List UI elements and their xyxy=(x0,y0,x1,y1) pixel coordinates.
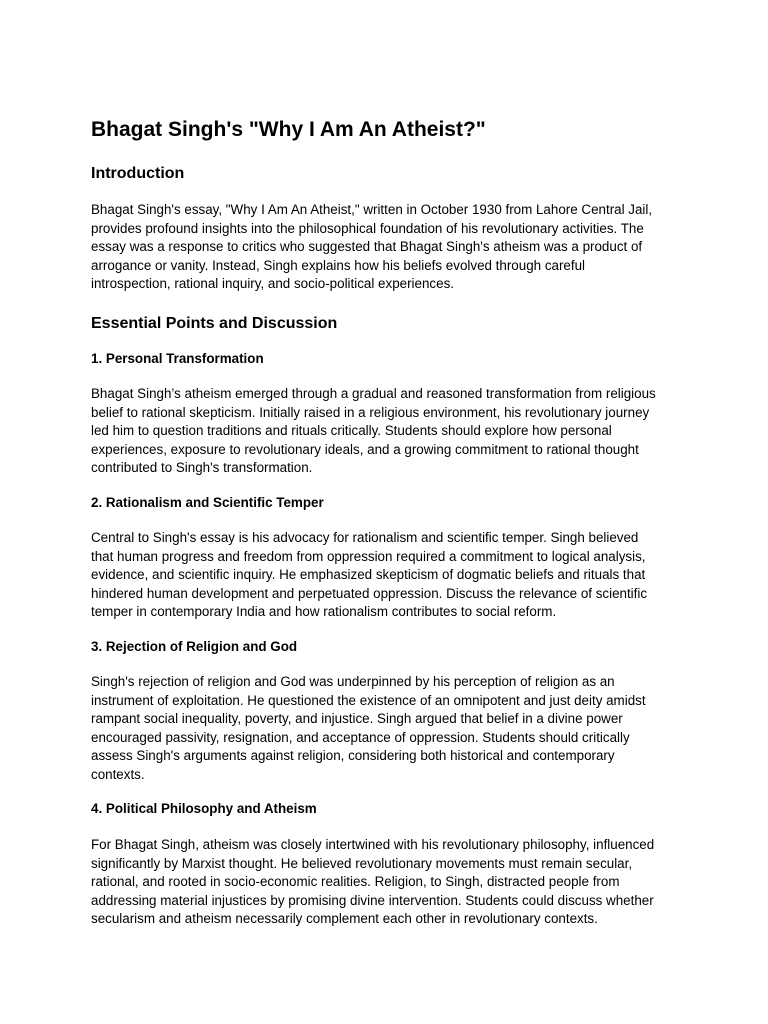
paragraph-line: provides profound insights into the philosophical foundation of his revolutionary activities. The xyxy=(91,220,644,236)
section-paragraph-rejection-of-religion xyxy=(91,673,681,785)
paragraph-line: significantly by Marxist thought. He believed revolutionary movements must remain secular, xyxy=(91,855,633,871)
discussion-heading: Essential Points and Discussion xyxy=(91,315,338,332)
paragraph-line: experiences, exposure to revolutionary ideals, and a growing commitment to rational thought xyxy=(91,441,639,457)
section-paragraph-rationalism xyxy=(91,529,681,622)
paragraph-line: evidence, and scientific inquiry. He emphasized skepticism of dogmatic beliefs and rituals that xyxy=(91,567,646,583)
section-paragraph-personal-transformation xyxy=(91,385,681,478)
paragraph-line: essay was a response to critics who suggested that Bhagat Singh's atheism was a product of xyxy=(91,239,643,255)
paragraph-line: that human progress and freedom from oppression required a commitment to logical analysis, xyxy=(91,548,646,564)
paragraph-line: Central to Singh's essay is his advocacy for rationalism and scientific temper. Singh believed xyxy=(91,530,639,545)
section-heading-personal-transformation: 1. Personal Transformation xyxy=(91,351,264,366)
introduction-paragraph xyxy=(91,201,681,294)
paragraph-line: For Bhagat Singh, atheism was closely intertwined with his revolutionary philosophy, influenced xyxy=(91,837,655,852)
paragraph-line: temper in contemporary India and how rationalism contributes to social reform. xyxy=(91,604,557,620)
paragraph-line: secularism and atheism necessarily complement each other in revolutionary contexts. xyxy=(91,911,598,927)
paragraph-line: assess Singh's arguments against religion, considering both historical and contemporary xyxy=(91,748,615,764)
paragraph-line: arrogance or vanity. Instead, Singh explains how his beliefs evolved through careful xyxy=(91,257,586,273)
paragraph-line: hindered human development and perpetuated oppression. Discuss the relevance of scientific xyxy=(91,585,648,601)
paragraph-line: addressing material injustices by promising divine intervention. Students could discuss whether xyxy=(91,892,654,908)
section-heading-political-philosophy: 4. Political Philosophy and Atheism xyxy=(91,801,317,816)
paragraph-line: contexts. xyxy=(91,766,145,782)
section-heading-rationalism: 2. Rationalism and Scientific Temper xyxy=(91,495,324,510)
paragraph-line: rampant social inequality, poverty, and injustice. Singh argued that belief in a divine power xyxy=(91,711,623,727)
paragraph-line: led him to question traditions and rituals critically. Students should explore how personal xyxy=(91,423,612,439)
document-title: Bhagat Singh's "Why I Am An Atheist?" xyxy=(91,118,486,141)
paragraph-line: rational, and rooted in socio-economic realities. Religion, to Singh, distracted people from xyxy=(91,874,620,890)
paragraph-line: contributed to Singh's transformation. xyxy=(91,460,313,476)
paragraph-line: belief to rational skepticism. Initially raised in a religious environment, his revolutionary journey xyxy=(91,404,650,420)
paragraph-line: introspection, rational inquiry, and socio-political experiences. xyxy=(91,276,454,292)
paragraph-line: instrument of exploitation. He questioned the existence of an omnipotent and just deity amidst xyxy=(91,692,646,708)
introduction-heading: Introduction xyxy=(91,165,185,182)
section-heading-rejection-of-religion: 3. Rejection of Religion and God xyxy=(91,639,298,654)
paragraph-line: encouraged passivity, resignation, and acceptance of oppression. Students should critically xyxy=(91,729,630,745)
paragraph-line: Singh's rejection of religion and God was underpinned by his perception of religion as an xyxy=(91,674,615,689)
section-paragraph-political-philosophy xyxy=(91,836,681,929)
paragraph-line: Bhagat Singh’s atheism emerged through a gradual and reasoned transformation from religious xyxy=(91,386,656,401)
paragraph-line: Bhagat Singh's essay, "Why I Am An Atheist," written in October 1930 from Lahore Central Jail, xyxy=(91,202,653,217)
